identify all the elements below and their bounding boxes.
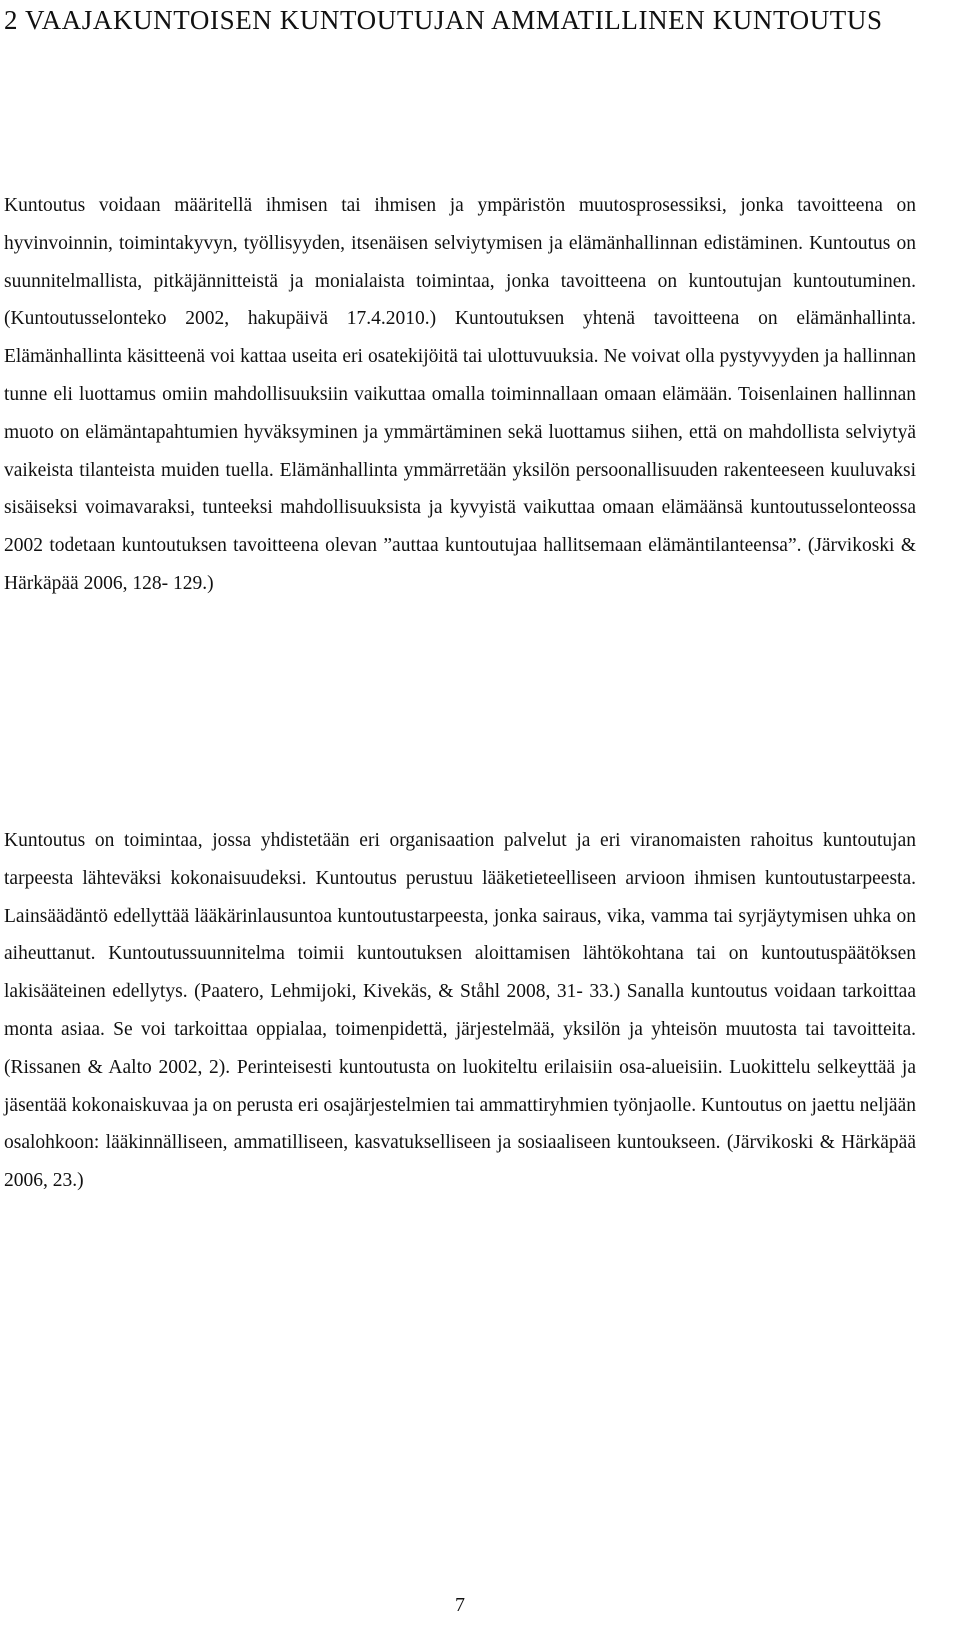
page-number: 7 xyxy=(455,1594,465,1616)
body-paragraph-1: Kuntoutus voidaan määritellä ihmisen tai ihmisen ja ympäristön muutosprosessiksi, jonka tavoitteena on hyvinvoinnin, toimintakyvyn, työllisyyden, itsenäisen selviytymisen ja elämänhallinnan edistäminen. Kuntoutus on suunnitelmallista, pitkäjännitteistä ja monialaista toimintaa, jonka tavoitteena on kuntoutujan kuntoutuminen. (Kuntoutusselonteko 2002, hakupäivä 17.4.2010.) Kuntoutuksen yhtenä tavoitteena on elämänhallinta. Elämänhallinta käsitteenä voi kattaa useita eri osatekijöitä tai ulottuvuuksia. Ne voivat olla pystyvyyden ja hallinnan tunne eli luottamus omiin mahdollisuuksiin vaikuttaa omalla toiminnallaan omaan elämään. Toisenlainen hallinnan muoto on elämäntapahtumien hyväksyminen ja ymmärtäminen sekä luottamus siihen, että on mahdollista selviytyä vaikeista tilanteista muiden tuella. Elämänhallinta ymmärretään yksilön persoonallisuuden rakenteeseen kuuluvaksi sisäiseksi voimavaraksi, tunteeksi mahdollisuuksista ja kyvyistä vaikuttaa omaan elämäänsä kuntoutusselonteossa 2002 todetaan kuntoutuksen tavoitteena olevan ”auttaa kuntoutujaa hallitsemaan elämäntilanteensa”. (Järvikoski & Härkäpää 2006, 128- 129.) xyxy=(4,195,916,594)
body-paragraph-2: Kuntoutus on toimintaa, jossa yhdistetään eri organisaation palvelut ja eri viranomaisten rahoitus kuntoutujan tarpeesta lähteväksi kokonaisuudeksi. Kuntoutus perustuu lääketieteelliseen arvioon ihmisen kuntoutustarpeesta. Lainsäädäntö edellyttää lääkärinlausuntoa kuntoutustarpeesta, jonka sairaus, vika, vamma tai syrjäytymisen uhka on aiheuttanut. Kuntoutussuunnitelma toimii kuntoutuksen aloittamisen lähtökohtana tai on kuntoutuspäätöksen lakisääteinen edellytys. (Paatero, Lehmijoki, Kivekäs, & Ståhl 2008, 31- 33.) Sanalla kuntoutus voidaan tarkoittaa monta asiaa. Se voi tarkoittaa oppialaa, toimenpidettä, järjestelmää, yksilön ja yhteisön muutosta tai tavoitteita. (Rissanen & Aalto 2002, 2). Perinteisesti kuntoutusta on luokiteltu erilaisiin osa-alueisiin. Luokittelu selkeyttää ja jäsentää kokonaiskuvaa ja on perusta eri osajärjestelmien tai ammattiryhmien työnjaolle. Kuntoutus on jaettu neljään osalohkoon: lääkinnälliseen, ammatilliseen, kasvatukselliseen ja sosiaaliseen kuntoukseen. (Järvikoski & Härkäpää 2006, 23.) xyxy=(4,830,916,1192)
chapter-heading: 2 VAAJAKUNTOISEN KUNTOUTUJAN AMMATILLINEN KUNTOUTUS xyxy=(4,5,883,35)
